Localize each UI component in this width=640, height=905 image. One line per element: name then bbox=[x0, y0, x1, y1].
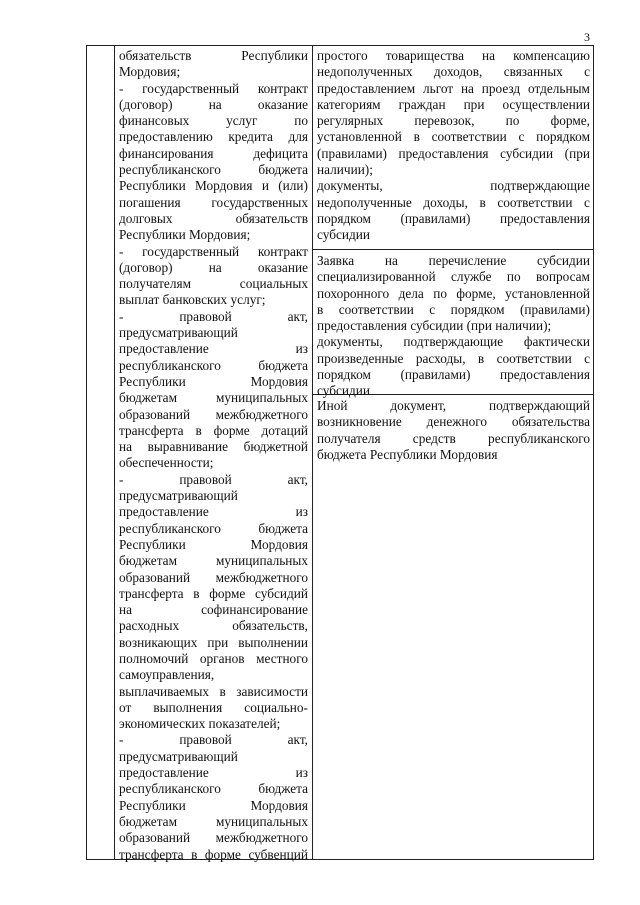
word: с bbox=[584, 64, 590, 80]
text-line bbox=[119, 113, 308, 129]
text-line bbox=[119, 781, 308, 797]
text-line: предоставления субсидии (при наличии); bbox=[317, 318, 552, 334]
word: возникающих bbox=[119, 634, 198, 650]
word: при bbox=[207, 634, 229, 650]
text-line bbox=[317, 211, 590, 227]
word: получателям bbox=[119, 276, 191, 292]
word: зависимости bbox=[236, 683, 308, 699]
word: категориям bbox=[317, 96, 381, 112]
word: (договор) bbox=[119, 96, 173, 112]
text-line bbox=[119, 618, 308, 634]
word: правовой bbox=[179, 732, 232, 748]
word: установленной bbox=[317, 129, 402, 145]
word: местного bbox=[256, 650, 308, 666]
word: обязательств bbox=[235, 210, 308, 226]
word: (при bbox=[564, 145, 590, 161]
word: из bbox=[295, 504, 308, 520]
word: по bbox=[433, 285, 447, 301]
text-line: самоуправления, bbox=[119, 667, 215, 683]
word: с bbox=[518, 129, 525, 145]
text-line bbox=[119, 162, 308, 178]
word: субсидии bbox=[536, 253, 590, 268]
word: соответствии bbox=[497, 194, 573, 210]
text-line bbox=[119, 732, 308, 748]
word: выполнении bbox=[238, 634, 308, 650]
text-line bbox=[119, 81, 308, 97]
word: Республики bbox=[241, 48, 308, 63]
word: дела bbox=[398, 285, 424, 301]
word: предоставлению bbox=[119, 129, 213, 145]
text-line bbox=[119, 97, 308, 113]
text-line bbox=[317, 129, 590, 145]
text-line bbox=[317, 302, 590, 318]
word: в bbox=[191, 846, 198, 862]
text-line bbox=[119, 260, 308, 276]
word: республиканского bbox=[119, 357, 221, 373]
word: произведенные bbox=[317, 350, 404, 366]
word: недополученные bbox=[317, 194, 412, 210]
word: республиканского bbox=[488, 430, 590, 446]
word: дотаций bbox=[261, 422, 308, 438]
text-line bbox=[317, 398, 590, 414]
document-types-cell bbox=[119, 48, 308, 863]
word: расходных bbox=[119, 618, 180, 634]
word: бюджета bbox=[258, 520, 308, 536]
word: бюджета bbox=[258, 357, 308, 373]
word: субвенций bbox=[248, 846, 308, 862]
word: республиканского bbox=[119, 781, 221, 797]
text-line bbox=[317, 146, 590, 162]
word: от bbox=[119, 699, 132, 715]
word: Заявка bbox=[317, 253, 355, 268]
word: с bbox=[584, 350, 590, 366]
word: (договор) bbox=[119, 259, 173, 275]
word: обязательства bbox=[511, 414, 590, 430]
word: (или) bbox=[278, 178, 308, 194]
word: при bbox=[463, 96, 485, 112]
word: порядком bbox=[450, 301, 505, 317]
word: предоставления bbox=[499, 367, 590, 383]
word: предоставления bbox=[398, 145, 489, 161]
word: в bbox=[219, 683, 226, 699]
text-line bbox=[119, 504, 308, 520]
word: долговых bbox=[119, 210, 173, 226]
word: форме, bbox=[550, 113, 590, 129]
table-row-divider bbox=[312, 249, 593, 250]
word: в bbox=[479, 194, 486, 210]
text-line bbox=[119, 374, 308, 390]
text-line bbox=[119, 537, 308, 553]
text-line: предусматривающий bbox=[119, 488, 238, 504]
text-line bbox=[119, 798, 308, 814]
word: Мордовия bbox=[250, 797, 308, 813]
word: правовой bbox=[179, 471, 232, 487]
word: межбюджетного bbox=[215, 830, 308, 846]
word: предоставлением bbox=[317, 80, 416, 96]
word: специализированной bbox=[317, 269, 436, 285]
word: погашения bbox=[119, 194, 181, 210]
word: социально- bbox=[244, 699, 308, 715]
word: Республики bbox=[119, 797, 186, 813]
word: бюджетам bbox=[119, 390, 177, 406]
word: обязательств, bbox=[232, 618, 308, 634]
text-line bbox=[119, 178, 308, 194]
text-line bbox=[119, 129, 308, 145]
word: документы, bbox=[317, 178, 383, 194]
word: трансферта bbox=[119, 846, 184, 862]
word: подтверждающие bbox=[490, 178, 590, 194]
word: Иной bbox=[317, 398, 348, 413]
text-line bbox=[317, 253, 590, 269]
word: на bbox=[119, 439, 133, 455]
text-line bbox=[317, 195, 590, 211]
word: подтверждающий bbox=[489, 398, 590, 413]
word: соответствии bbox=[338, 301, 414, 317]
word: на bbox=[482, 48, 496, 63]
text-line bbox=[119, 684, 308, 700]
text-line: обеспеченности; bbox=[119, 455, 214, 471]
word: расходы, bbox=[415, 350, 466, 366]
word: государственный bbox=[142, 80, 240, 96]
word: вопросам bbox=[536, 269, 590, 285]
word: - bbox=[119, 471, 124, 487]
word: регулярных bbox=[317, 113, 384, 129]
word: средств bbox=[412, 430, 456, 446]
word: межбюджетного bbox=[215, 569, 308, 585]
text-line bbox=[119, 407, 308, 423]
word: льгот bbox=[423, 80, 454, 96]
word: связанных bbox=[503, 64, 563, 80]
text-line bbox=[119, 390, 308, 406]
text-line bbox=[119, 211, 308, 227]
word: акт, bbox=[287, 308, 308, 324]
word: доходы, bbox=[423, 194, 468, 210]
word: в bbox=[195, 422, 202, 438]
word: по bbox=[294, 113, 308, 129]
text-line bbox=[119, 602, 308, 618]
text-line bbox=[317, 351, 590, 367]
text-line bbox=[317, 414, 590, 430]
word: государственных bbox=[211, 194, 308, 210]
word: Мордовия bbox=[250, 536, 308, 552]
word: фактически bbox=[523, 334, 590, 350]
word: трансферта bbox=[119, 585, 184, 601]
text-line bbox=[317, 334, 590, 350]
text-line bbox=[317, 269, 590, 285]
text-line bbox=[317, 113, 590, 129]
word: бюджетам bbox=[119, 553, 177, 569]
text-line bbox=[119, 423, 308, 439]
word: из bbox=[295, 765, 308, 781]
word: бюджетам bbox=[119, 813, 177, 829]
text-line bbox=[119, 635, 308, 651]
word: на bbox=[208, 96, 222, 112]
word: полномочий bbox=[119, 650, 189, 666]
word: предоставления bbox=[499, 210, 590, 226]
word: контракт bbox=[257, 80, 308, 96]
word: с bbox=[429, 301, 436, 317]
word: акт, bbox=[287, 471, 308, 487]
text-line: предусматривающий bbox=[119, 748, 238, 764]
word: денежного bbox=[426, 414, 488, 430]
word: граждан bbox=[398, 96, 446, 112]
word: соответствии bbox=[496, 350, 572, 366]
word: отдельным bbox=[528, 80, 590, 96]
word: бюджета bbox=[258, 162, 308, 178]
word: образований bbox=[119, 406, 191, 422]
text-line bbox=[119, 358, 308, 374]
word: службе bbox=[450, 269, 492, 285]
word: возникновение bbox=[317, 414, 402, 430]
word: форме, bbox=[456, 285, 496, 301]
text-line bbox=[119, 830, 308, 846]
word: (правилами) bbox=[400, 210, 471, 226]
text-line bbox=[317, 178, 590, 194]
word: документ, bbox=[390, 398, 447, 413]
word: в bbox=[317, 301, 324, 317]
text-line bbox=[119, 814, 308, 830]
word: республиканского bbox=[119, 520, 221, 536]
word: и bbox=[261, 178, 269, 194]
word: образований bbox=[119, 569, 191, 585]
word: порядком bbox=[317, 210, 371, 226]
word: простого bbox=[317, 48, 368, 63]
word: документы, bbox=[317, 334, 383, 350]
funeral-subsidy-cell bbox=[317, 253, 590, 400]
word: по bbox=[506, 269, 521, 285]
word: муниципальных bbox=[215, 390, 308, 406]
text-line bbox=[119, 195, 308, 211]
text-line bbox=[119, 700, 308, 716]
word: предоставление bbox=[119, 765, 209, 781]
word: дефицита bbox=[253, 145, 308, 161]
word: - bbox=[119, 243, 124, 259]
word: оказание bbox=[257, 96, 308, 112]
text-line: Мордовия; bbox=[119, 64, 181, 80]
text-line bbox=[119, 472, 308, 488]
text-line: Республики Мордовия; bbox=[119, 227, 251, 243]
text-line bbox=[317, 97, 590, 113]
word: социальных bbox=[239, 276, 308, 292]
text-line: субсидии bbox=[317, 383, 370, 399]
text-line: бюджета Республики Мордовия bbox=[317, 446, 498, 462]
word: выплачиваемых bbox=[119, 683, 210, 699]
document-table bbox=[86, 45, 594, 860]
word: осуществлении bbox=[502, 96, 590, 112]
text-line bbox=[119, 847, 308, 863]
word: недополученных bbox=[317, 64, 413, 80]
word: (правилами) bbox=[519, 301, 590, 317]
word: форме bbox=[209, 585, 246, 601]
word: в bbox=[477, 350, 485, 366]
text-line bbox=[119, 276, 308, 292]
word: - bbox=[119, 308, 124, 324]
word: на bbox=[119, 602, 133, 618]
word: субсидии bbox=[500, 145, 554, 161]
text-line bbox=[119, 765, 308, 781]
other-document-cell bbox=[317, 398, 590, 463]
word: межбюджетного bbox=[215, 406, 308, 422]
word: соответствии bbox=[431, 129, 507, 145]
word: - bbox=[119, 80, 124, 96]
word: (правилами) bbox=[317, 145, 387, 161]
subsidy-documents-cell bbox=[317, 48, 590, 244]
word: государственный bbox=[142, 243, 240, 259]
text-line bbox=[119, 570, 308, 586]
word: установленной bbox=[505, 285, 590, 301]
word: финансовых bbox=[119, 113, 190, 129]
word: выполнения bbox=[153, 699, 223, 715]
word: на bbox=[460, 80, 474, 96]
word: республиканского bbox=[119, 162, 221, 178]
word: трансферта bbox=[119, 422, 184, 438]
word: муниципальных bbox=[215, 813, 308, 829]
word: финансирования bbox=[119, 145, 214, 161]
text-line bbox=[119, 341, 308, 357]
word: бюджетной bbox=[243, 439, 308, 455]
text-line bbox=[119, 309, 308, 325]
word: предоставление bbox=[119, 341, 209, 357]
text-line bbox=[317, 286, 590, 302]
word: акт, bbox=[287, 732, 308, 748]
word: Республики bbox=[119, 373, 186, 389]
word: получателя bbox=[317, 430, 381, 446]
word: правовой bbox=[179, 308, 232, 324]
text-line bbox=[119, 244, 308, 260]
word: выравнивание bbox=[147, 439, 229, 455]
text-line bbox=[317, 64, 590, 80]
word: бюджета bbox=[258, 781, 308, 797]
word: форме bbox=[204, 846, 241, 862]
word: кредита bbox=[228, 129, 273, 145]
word: услуг bbox=[226, 113, 258, 129]
word: похоронного bbox=[317, 285, 390, 301]
word: на bbox=[208, 259, 222, 275]
word: Республики bbox=[119, 178, 186, 194]
text-line bbox=[119, 439, 308, 455]
text-line: субсидии bbox=[317, 227, 370, 243]
word: товарищества bbox=[385, 48, 464, 63]
word: субсидий bbox=[255, 585, 308, 601]
word: софинансирование bbox=[201, 602, 308, 618]
word: по bbox=[505, 113, 520, 129]
word: из bbox=[295, 341, 308, 357]
text-line bbox=[119, 48, 308, 64]
word: образований bbox=[119, 830, 191, 846]
word: доходов, bbox=[433, 64, 483, 80]
word: для bbox=[288, 129, 308, 145]
text-line: наличии); bbox=[317, 162, 373, 178]
word: в bbox=[193, 585, 200, 601]
word: контракт bbox=[257, 243, 308, 259]
text-line bbox=[119, 146, 308, 162]
word: Мордовия bbox=[250, 373, 308, 389]
word: обязательств bbox=[119, 48, 192, 63]
text-line bbox=[317, 81, 590, 97]
table-column-divider bbox=[114, 46, 115, 859]
word: порядком bbox=[317, 367, 371, 383]
text-line bbox=[317, 367, 590, 383]
word: подтверждающие bbox=[403, 334, 504, 350]
text-line bbox=[119, 553, 308, 569]
word: предоставление bbox=[119, 504, 209, 520]
text-line bbox=[119, 521, 308, 537]
text-line bbox=[317, 48, 590, 64]
word: Мордовия bbox=[195, 178, 253, 194]
word: в bbox=[413, 129, 420, 145]
text-line bbox=[119, 651, 308, 667]
word: органов bbox=[199, 650, 245, 666]
word: проезд bbox=[481, 80, 521, 96]
word: муниципальных bbox=[215, 553, 308, 569]
word: форме bbox=[213, 422, 250, 438]
word: компенсацию bbox=[513, 48, 590, 63]
word: с bbox=[584, 194, 590, 210]
word: перевозок, bbox=[414, 113, 475, 129]
text-line: предусматривающий bbox=[119, 325, 238, 341]
word: Республики bbox=[119, 536, 186, 552]
word: перечисление bbox=[428, 253, 507, 268]
page-number: 3 bbox=[584, 30, 590, 44]
text-line: экономических показателей; bbox=[119, 716, 281, 732]
word: порядком bbox=[536, 129, 590, 145]
table-column-divider bbox=[312, 46, 313, 859]
word: оказание bbox=[257, 259, 308, 275]
text-line: выплат банковских услуг; bbox=[119, 292, 266, 308]
text-line bbox=[119, 586, 308, 602]
word: (правилами) bbox=[400, 367, 471, 383]
word: - bbox=[119, 732, 124, 748]
word: на bbox=[384, 253, 398, 268]
text-line bbox=[317, 431, 590, 447]
